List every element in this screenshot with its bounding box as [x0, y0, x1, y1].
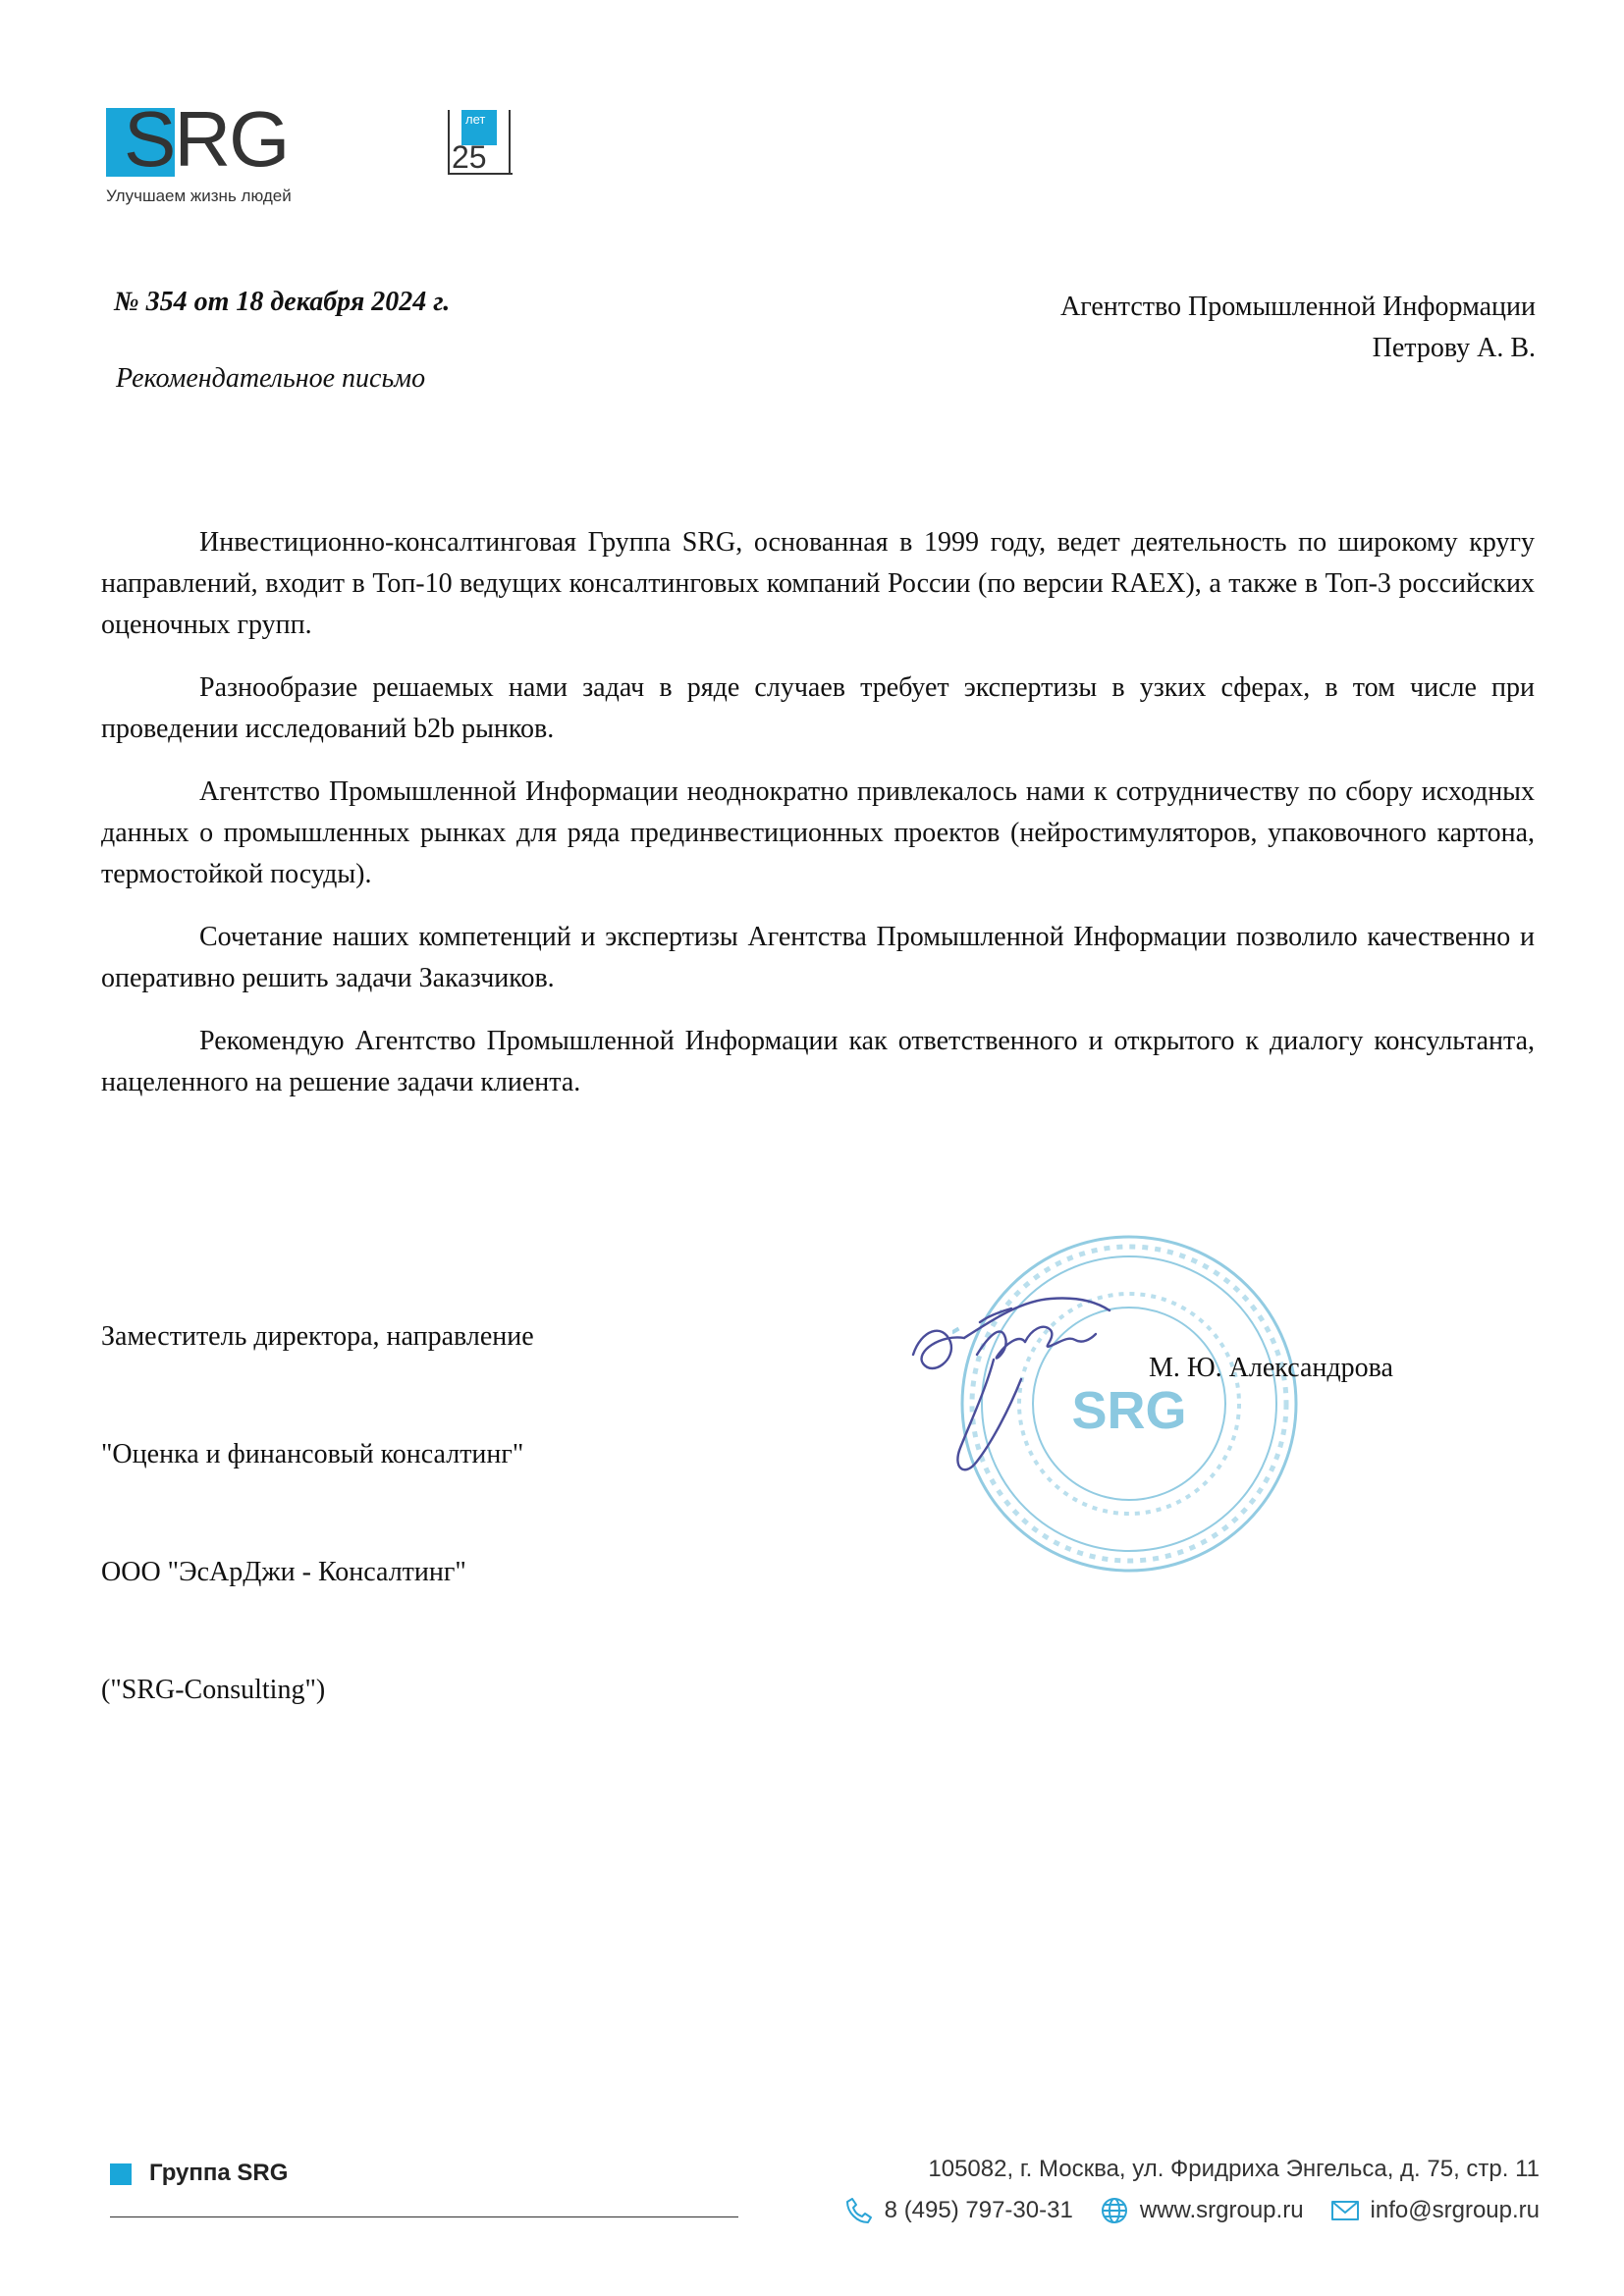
globe-icon	[1099, 2195, 1130, 2226]
addressee-person: Петрову А. В.	[1372, 333, 1536, 363]
footer-address: 105082, г. Москва, ул. Фридриха Энгельса, д. 75, стр. 11	[928, 2156, 1540, 2182]
signer-position	[101, 1239, 534, 1789]
document-type: Рекомендательное письмо	[116, 363, 426, 394]
body-paragraph: Агентство Промышленной Информации неоднократно привлекалось нами к сотрудничеству по сбору исходных данных о промышленных рынках для ряда прединвестиционных проектов (нейростимуляторов, упаковочного картона, термостойкой посуды).	[101, 776, 1535, 889]
srg-logo	[106, 95, 487, 216]
logo-letters: SRG	[124, 95, 289, 183]
contact-phone	[843, 2195, 1073, 2226]
body-paragraph: Инвестиционно-консалтинговая Группа SRG, основанная в 1999 году, ведет деятельность по широкому кругу направлений, входит в Топ-10 ведущих консалтинговых компаний России (по версии RAEX), а также в Топ-3 российских оценочных групп.	[101, 527, 1535, 640]
email-link[interactable]: info@srgroup.ru	[1370, 2197, 1540, 2223]
contact-email[interactable]	[1329, 2195, 1540, 2226]
body-paragraph: Рекомендую Агентство Промышленной Информации как ответственного и открытого к диалогу консультанта, нацеленного на решение задачи клиента.	[101, 1026, 1535, 1097]
signer-position-line: ООО "ЭсАрДжи - Консалтинг"	[101, 1557, 466, 1587]
footer-divider	[110, 2216, 738, 2217]
stamp-label: SRG	[1071, 1381, 1187, 1440]
footer-brand-name: Группа SRG	[149, 2160, 289, 2186]
body-paragraph: Сочетание наших компетенций и экспертизы Агентства Промышленной Информации позволило качественно и оперативно решить задачи Заказчиков.	[101, 922, 1535, 993]
footer-brand-square	[110, 2163, 132, 2185]
footer-contacts	[843, 2195, 1540, 2226]
anniversary-word: лет	[465, 112, 486, 127]
signer-position-line: ("SRG-Consulting")	[101, 1675, 326, 1705]
reference-number: № 354 от 18 декабря 2024 г.	[114, 287, 451, 317]
anniversary-number: 25	[452, 139, 487, 175]
contact-website[interactable]	[1099, 2195, 1304, 2226]
body-paragraph: Разнообразие решаемых нами задач в ряде случаев требует экспертизы в узких сферах, в том числе при проведении исследований b2b рынков.	[101, 672, 1535, 744]
envelope-icon	[1329, 2195, 1361, 2226]
addressee-block	[1060, 287, 1536, 369]
logo-tagline: Улучшаем жизнь людей	[106, 187, 292, 205]
website-link[interactable]: www.srgroup.ru	[1139, 2197, 1304, 2223]
anniversary-frame	[448, 110, 513, 175]
signer-position-line: "Оценка и финансовый консалтинг"	[101, 1439, 524, 1469]
phone-number: 8 (495) 797-30-31	[884, 2197, 1073, 2223]
letter-body	[101, 522, 1535, 1125]
handwritten-signature	[903, 1261, 1159, 1487]
anniversary-badge	[330, 110, 503, 175]
signer-name: М. Ю. Александрова	[1149, 1353, 1393, 1383]
phone-icon	[843, 2195, 875, 2226]
signer-position-line: Заместитель директора, направление	[101, 1321, 534, 1352]
addressee-organization: Агентство Промышленной Информации	[1060, 292, 1536, 322]
